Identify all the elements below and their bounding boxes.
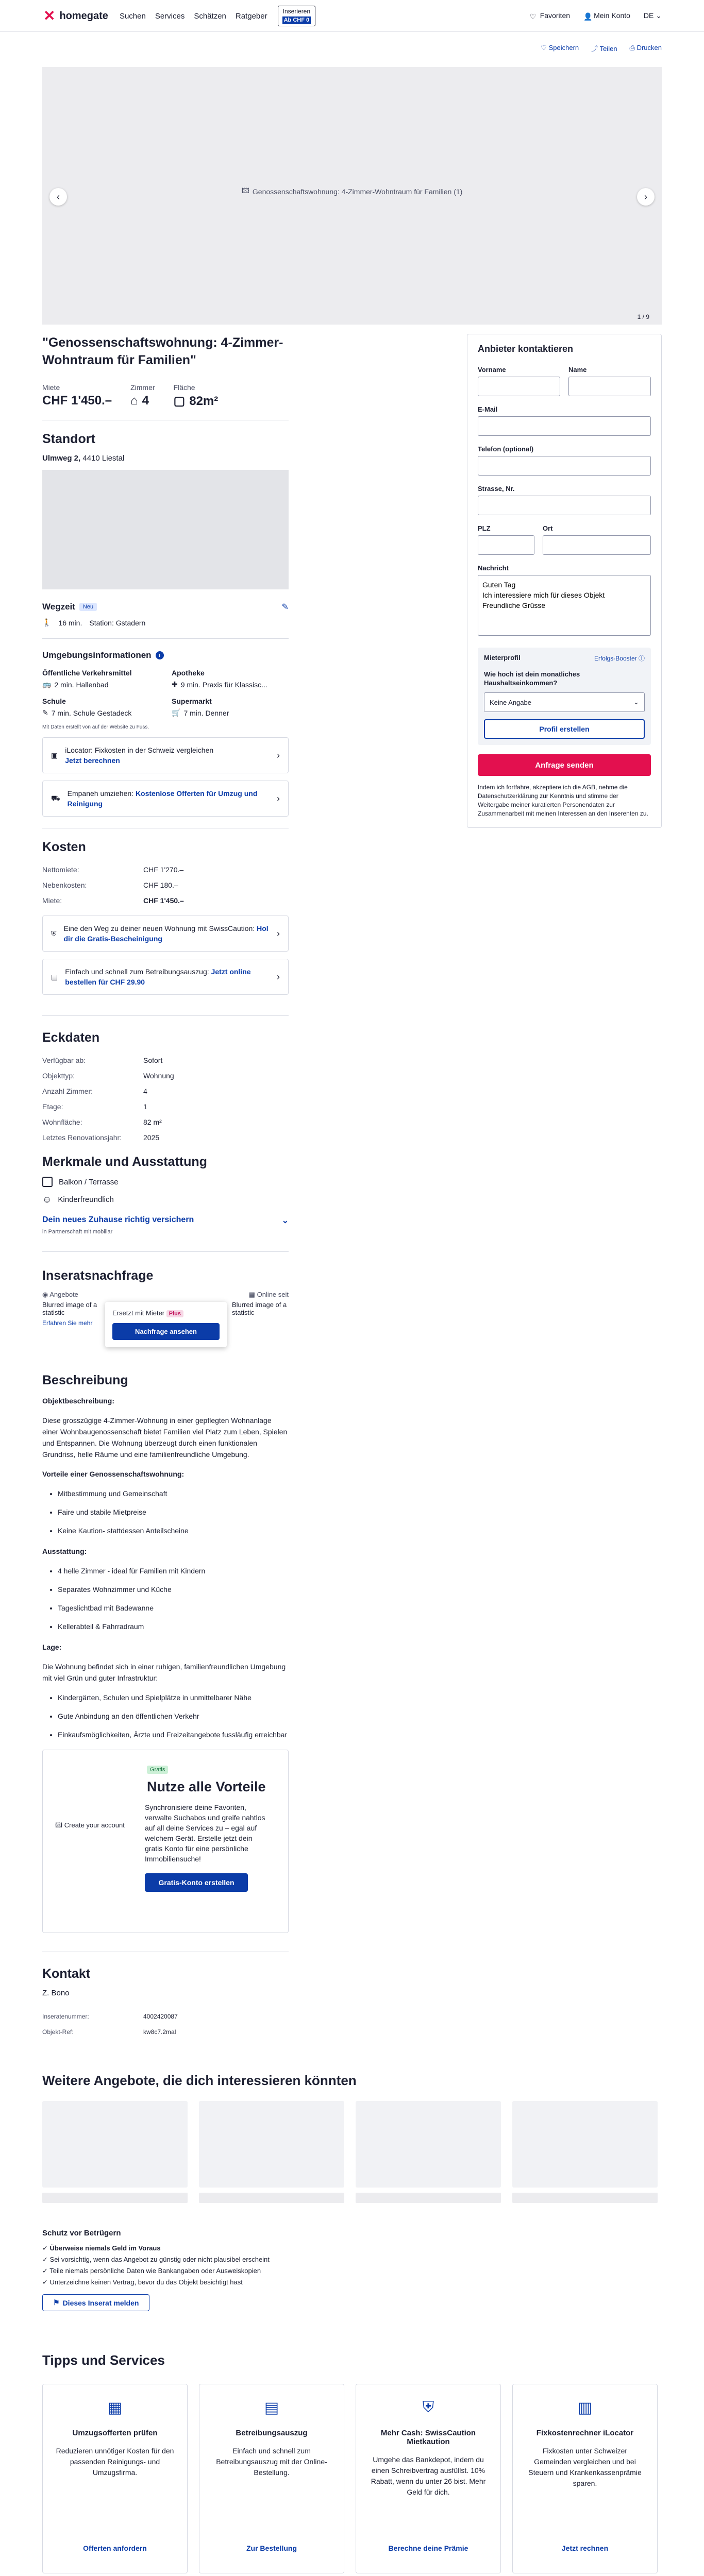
- free-badge: Gratis: [147, 1766, 168, 1774]
- list-item: • Kellerabteil & Fahrradraum: [58, 1621, 289, 1632]
- heart-icon: ♡: [529, 12, 537, 21]
- form-title: Anbieter kontaktieren: [478, 344, 574, 354]
- contact-heading: Kontakt: [42, 1967, 91, 1981]
- shield-icon: ⛨: [51, 929, 57, 938]
- income-select[interactable]: Keine Angabe ⌄: [484, 692, 645, 712]
- moving-box-icon: ▦: [107, 2399, 123, 2416]
- create-account-button[interactable]: Gratis-Konto erstellen: [145, 1873, 248, 1892]
- logo-icon: ✕: [43, 8, 56, 24]
- fraud-warning: Schutz vor Betrügern ✓ Überweise niemals Geld im Voraus ✓ Sei vorsichtig, wenn das Angebot zu günstig oder nicht plausibel erscheint ✓ Teile niemals persönliche Daten wie Bankangaben oder Ausweiskopien ✓ Unterzeichne keinen Vertrag, bevor du das Objekt besichtigt hast ⚑ Dieses Inserat melden: [42, 2229, 662, 2311]
- surroundings-note: Mit Daten erstellt von auf der Website zu Fuss.: [42, 724, 149, 730]
- cart-icon: 🛒: [172, 708, 181, 717]
- share-icon: ⤴: [591, 44, 598, 53]
- check-icon: ✓: [42, 2244, 48, 2252]
- eye-icon: ◉: [42, 1291, 48, 1298]
- list-item: • Keine Kaution- stattdessen Anteilscheine: [58, 1525, 289, 1536]
- request-offers-link[interactable]: Offerten anfordern: [83, 2544, 147, 2552]
- inquiry-heading: Inseratsnachfrage: [42, 1268, 154, 1283]
- commute-heading: Wegzeit: [42, 602, 75, 612]
- similar-listing-card[interactable]: [356, 2101, 501, 2188]
- tip-card: ▥ Fixkostenrechner iLocator Fixkosten unter Schweizer Gemeinden vergleichen und bei Steuern und Krankenkassenprämie sparen. Jetzt rechnen: [512, 2384, 658, 2573]
- list-item: • 4 helle Zimmer - ideal für Familien mit Kindern: [58, 1565, 289, 1577]
- listing-title: "Genossenschaftswohnung: 4-Zimmer-Wohntraum für Familien": [42, 335, 283, 367]
- create-profile-button[interactable]: Profil erstellen: [484, 719, 645, 739]
- report-listing-button[interactable]: ⚑ Dieses Inserat melden: [42, 2294, 149, 2311]
- check-icon: ✓: [42, 2278, 48, 2286]
- tenant-profile-box: Mieterprofil Erfolgs-Booster ⓘ Wie hoch ist dein monatliches Haushaltseinkommen? Keine Angabe ⌄ Profil erstellen: [478, 648, 651, 745]
- calculate-premium-link[interactable]: Berechne deine Prämie: [388, 2544, 468, 2552]
- bus-icon: 🚌: [42, 680, 52, 688]
- chevron-left-icon: ‹: [57, 191, 60, 202]
- share-button[interactable]: ⤴ Teilen: [591, 44, 617, 53]
- service-card-debt-extract[interactable]: ▤ Einfach und schnell zum Betreibungsauszug: Jetzt online bestellen für CHF 29.90 ›: [42, 959, 289, 995]
- tip-card: ▤ Betreibungsauszug Einfach und schnell zum Betreibungsauszug mit der Online-Bestellung. Zur Bestellung: [199, 2384, 344, 2573]
- map-icon: ▥: [577, 2399, 593, 2416]
- gallery-next-button[interactable]: [637, 188, 655, 206]
- chevron-right-icon: ›: [277, 793, 280, 804]
- details-heading: Eckdaten: [42, 1030, 100, 1045]
- nav-guide[interactable]: Ratgeber: [235, 11, 267, 21]
- account-link[interactable]: 👤 Mein Konto: [583, 11, 630, 21]
- send-request-button[interactable]: Anfrage senden: [478, 754, 651, 776]
- list-item: • Tageslichtbad mit Badewanne: [58, 1602, 289, 1614]
- tip-card: ▦ Umzugsofferten prüfen Reduzieren unnötiger Kosten für den passenden Reinigungs- und Umzugsfirma. Offerten anfordern: [42, 2384, 188, 2573]
- edit-icon[interactable]: ✎: [281, 603, 289, 612]
- learn-more-link[interactable]: Erfahren Sie mehr: [42, 1319, 93, 1327]
- ilocator-icon: ▣: [51, 751, 58, 759]
- account-promo: Gratis Nutze alle Vorteile 🖾 Create your account Synchronisiere deine Favoriten, verwalte Suchabos und greife nahtlos auf all deine Services zu – egal auf welchem Gerät. Erstelle jetzt dein gratis Konto für eine persönliche Immobiliensuche! Gratis-Konto erstellen: [42, 1750, 289, 1933]
- commute-destination: Station: Gstadern: [89, 618, 146, 627]
- shield-icon: ⛨: [422, 2399, 434, 2416]
- area-value: 82m²: [189, 394, 219, 408]
- image-gallery[interactable]: [42, 67, 662, 325]
- list-item: • Kindergärten, Schulen und Spielplätze in unmittelbarer Nähe: [58, 1692, 289, 1703]
- image-icon: 🖾: [241, 187, 249, 195]
- listing-main: "Genossenschaftswohnung: 4-Zimmer-Wohntraum für Familien" Miete CHF 1'450.– Zimmer ⌂ 4 Fläche ▢ 82m² Standort Ulmweg 2, 4410 Liestal Wegzeit Neu ✎ 🚶 16 min. Station: Gstadern Umgebungsinformationen i Öffentliche Verkehrsmittel 🚌 2 min. Hallenbad Apotheke ✚ 9 min. Praxis für Klassisc... Schule ✎ 7 min. Schule Gestadeck Supermarkt 🛒 7 min. Denner Mit Daten erstellt von auf der Website zu Fuss. ▣ iLocator: Fixkosten in der Schweiz vergleichen Jetzt berechnen › ⛟ Empaneh umziehen: Kostenlose Offerten für Umzug und Reinigung › Kosten Nettomiete: CHF 1'270.– Nebenkosten: CHF 180.– Miete: CHF 1'450.– ⛨ Eine den Weg zu deiner neuen Wohnung mit SwissCaution: Hol dir die Gratis-Bescheinigung › ▤ Einfach und schnell zum Betreibungsauszug: Jetzt online bestellen für CHF 29.90 › Eckdaten Verfügbar ab: Sofort Objekttyp: Wohnung Anzahl Zimmer: 4 Etage: 1 Wohnfläche: 82 m² Letztes Renovationsjahr: 2025 Merkmale und Ausstattung Balkon / Terrasse ☺ Kinderfreundlich Dein neues Zuhause richtig versichern ⌄ in Partnerschaft mit mobiliar Inseratsnachfrage ◉ Angebote ▦ Online seit Blurred image of a statistic Blurred image of a statistic Erfahren Sie mehr Ersetzt mit Mieter Plus Nachfrage ansehen Beschreibung Objektbeschreibung: Diese grosszügige 4-Zimmer-Wohnung in einer gepflegten Wohnanlage einer Wohnbaugenossenschaft bietet Familien viel Platz zum Leben, Spielen und Entspannen. Die Wohnung überzeugt durch einen funktionalen Grundriss, helle Räume und eine familienfreundliche Umgebung. Vorteile einer Genossenschaftswohnung: • Mitbestimmung und Gemeinschaft • Faire und stabile Mietpreise • Keine Kaution- stattdessen Anteilscheine Ausstattung: • 4 helle Zimmer - ideal für Familien mit Kindern • Separates Wohnzimmer und Küche • Tageslichtbad mit Badewanne • Kellerabteil & Fahrradraum Lage: Die Wohnung befindet sich in einer ruhigen, familienfreundlichen Umgebung mit viel Grün und guter Infrastruktur: • Kindergärten, Schulen und Spielplätze in unmittelbarer Nähe • Gute Anbindung an den öffentlichen Verkehr • Einkaufsmöglichkeiten, Ärzte und Freizeitangebote fussläufig erreichbar Gratis Nutze alle Vorteile 🖾 Create your account Synchronisiere deine Favoriten, verwalte Suchabos und greife nahtlos auf all deine Services zu – egal auf welchem Gerät. Erstelle jetzt dein gratis Konto für eine persönliche Immobiliensuche! Gratis-Konto erstellen Kontakt Z. Bono Inseratenummer: 4002420087 Objekt-Ref: kw8c7.2mal: [42, 334, 289, 2040]
- new-badge: Neu: [79, 603, 97, 611]
- service-card-moving[interactable]: ⛟ Empaneh umziehen: Kostenlose Offerten für Umzug und Reinigung ›: [42, 781, 289, 817]
- pharmacy-icon: ✚: [172, 680, 178, 688]
- list-item: ✓ Teile niemals persönliche Daten wie Bankangaben oder Ausweiskopien: [42, 2267, 261, 2275]
- nav-estimate[interactable]: Schätzen: [194, 11, 226, 21]
- blurred-stat-image: Blurred image of a statistic: [232, 1301, 287, 1316]
- divider: [42, 638, 289, 639]
- success-booster-link[interactable]: Erfolgs-Booster ⓘ: [594, 655, 645, 662]
- list-item: • Gute Anbindung an den öffentlichen Verkehr: [58, 1710, 289, 1722]
- chevron-down-icon: ⌄: [281, 1216, 289, 1225]
- document-icon: ▤: [51, 972, 58, 981]
- list-item: ✓ Sei vorsichtig, wenn das Angebot zu günstig oder nicht plausibel erscheint: [42, 2256, 270, 2263]
- rent-value: CHF 1'450.–: [42, 394, 112, 408]
- gallery-counter: 1 / 9: [637, 313, 649, 320]
- service-card-swisscaution[interactable]: ⛨ Eine den Weg zu deiner neuen Wohnung mit SwissCaution: Hol dir die Gratis-Bescheinigung ›: [42, 916, 289, 952]
- favorites-link[interactable]: ♡ Favoriten: [529, 11, 571, 21]
- contact-form: Anbieter kontaktieren Vorname Name E-Mail Telefon (optional) Strasse, Nr. PLZ Ort Nachricht Guten Tag Ich interessiere mich für dieses Objekt Freundliche Grüsse Mieterprofil Erfolgs-Booster ⓘ Wie hoch ist dein monatliches Haushaltseinkommen? Keine Angabe ⌄ Profil erstellen Anfrage senden Indem ich fortfahre, akzeptiere ich die AGB, nehme die Datenschutzerklärung zur Kenntnis und stimme der Weitergabe meiner kuratierten Personendaten zur Zusammenarbeit mit meinen Interessen an den Inserenten zu.: [467, 334, 662, 828]
- plus-badge: Plus: [166, 1310, 183, 1317]
- chevron-right-icon: ›: [644, 191, 647, 202]
- chevron-down-icon: ⌄: [633, 698, 639, 706]
- list-item: ✓ Überweise niemals Geld im Voraus: [42, 2244, 161, 2252]
- rooms-icon: ⌂: [130, 394, 138, 408]
- surroundings-heading: Umgebungsinformationen: [42, 650, 152, 660]
- info-icon[interactable]: i: [156, 651, 164, 659]
- chevron-right-icon: ›: [277, 928, 280, 939]
- location-map[interactable]: [42, 470, 289, 589]
- costs-heading: Kosten: [42, 840, 86, 854]
- key-facts: Miete CHF 1'450.– Zimmer ⌂ 4 Fläche ▢ 82m²: [42, 383, 219, 408]
- last-name-field[interactable]: [568, 377, 651, 396]
- inquiry-stats: ◉ Angebote ▦ Online seit Blurred image of a statistic Blurred image of a statistic Erfahren Sie mehr Ersetzt mit Mieter Plus Nachfrage ansehen: [42, 1291, 289, 1368]
- balcony-icon: [42, 1177, 53, 1187]
- tip-card: ⛨ Mehr Cash: SwissCaution Mietkaution Umgehe das Bankdepot, indem du einen Schreibvertrag ausfüllst. 10% Rabatt, wenn du unter 26 bist. Mehr Geld für dich. Berechne deine Prämie: [356, 2384, 501, 2573]
- location-heading: Standort: [42, 432, 95, 446]
- message-field[interactable]: [478, 575, 651, 636]
- description-body: Objektbeschreibung: Diese grosszügige 4-Zimmer-Wohnung in einer gepflegten Wohnanlage einer Wohnbaugenossenschaft bietet Familien viel Platz zum Leben, Spielen und Entspannen. Die Wohnung überzeugt durch einen funktionalen Grundriss, helle Räume und eine familienfreundliche Umgebung. Vorteile einer Genossenschaftswohnung: • Mitbestimmung und Gemeinschaft • Faire und stabile Mietpreise • Keine Kaution- stattdessen Anteilscheine Ausstattung: • 4 helle Zimmer - ideal für Familien mit Kindern • Separates Wohnzimmer und Küche • Tageslichtbad mit Badewanne • Kellerabteil & Fahrradraum Lage: Die Wohnung befindet sich in einer ruhigen, familienfreundlichen Umgebung mit viel Grün und guter Infrastruktur: • Kindergärten, Schulen und Spielplätze in unmittelbarer Nähe • Gute Anbindung an den öffentlichen Verkehr • Einkaufsmöglichkeiten, Ärzte und Freizeitangebote fussläufig erreichbar: [42, 1395, 289, 1740]
- tips-heading: Tipps und Services: [42, 2352, 165, 2368]
- save-button[interactable]: ♡ Speichern: [541, 44, 579, 52]
- nav-search[interactable]: Suchen: [119, 11, 146, 21]
- walk-icon: 🚶: [42, 618, 52, 626]
- inquiry-popover: Ersetzt mit Mieter Plus Nachfrage ansehen: [105, 1302, 227, 1347]
- site-header: [0, 0, 704, 32]
- similar-listings: [42, 2101, 662, 2188]
- phone-field[interactable]: [478, 456, 651, 476]
- main-nav: [120, 12, 267, 21]
- school-icon: ✎: [42, 708, 48, 717]
- chevron-down-icon: ⌄: [656, 11, 662, 20]
- calculate-now-link[interactable]: Jetzt rechnen: [561, 2544, 609, 2552]
- heart-icon: ♡: [541, 44, 547, 52]
- blurred-stat-image: Blurred image of a statistic: [42, 1301, 97, 1316]
- list-item: • Einkaufsmöglichkeiten, Ärzte und Freizeitangebote fussläufig erreichbar: [58, 1729, 289, 1740]
- surroundings-grid: Öffentliche Verkehrsmittel 🚌 2 min. Hallenbad Apotheke ✚ 9 min. Praxis für Klassisc... Schule ✎ 7 min. Schule Gestadeck Supermarkt 🛒 7 min. Denner: [42, 669, 267, 717]
- flag-icon: ⚑: [53, 2298, 60, 2307]
- similar-heading: Weitere Angebote, die dich interessieren könnten: [42, 2073, 357, 2088]
- email-field[interactable]: [478, 416, 651, 436]
- language-select[interactable]: DE ⌄: [643, 11, 662, 20]
- similar-listing-card[interactable]: [512, 2101, 658, 2188]
- check-icon: ✓: [42, 2256, 48, 2263]
- form-legal-text: Indem ich fortfahre, akzeptiere ich die AGB, nehme die Datenschutzerklärung zur Kenntnis und stimme der Weitergabe meiner kuratierten Personendaten zur Zusammenarbeit mit meinen Interessen an den Inserenten zu.: [478, 784, 648, 817]
- chevron-right-icon: ›: [277, 750, 280, 760]
- similar-listing-card[interactable]: [199, 2101, 344, 2188]
- contact-sidebar: [467, 334, 662, 2040]
- promo-image: 🖾 Create your account: [55, 1821, 125, 1829]
- image-icon: 🖾: [55, 1821, 63, 1829]
- chevron-right-icon: ›: [277, 971, 280, 982]
- area-icon: ▢: [173, 394, 186, 408]
- similar-listing-card[interactable]: [42, 2101, 188, 2188]
- moving-icon: ⛟: [51, 793, 60, 802]
- nav-services[interactable]: Services: [155, 11, 185, 21]
- features-heading: Merkmale und Ausstattung: [42, 1155, 207, 1169]
- list-item: • Mitbestimmung und Gemeinschaft: [58, 1488, 289, 1499]
- rooms-value: 4: [142, 394, 149, 408]
- view-inquiry-button[interactable]: Nachfrage ansehen: [112, 1323, 220, 1340]
- print-icon: ⎙: [629, 44, 635, 52]
- service-card-ilocator[interactable]: ▣ iLocator: Fixkosten in der Schweiz vergleichen Jetzt berechnen ›: [42, 737, 289, 773]
- logo[interactable]: ✕ homegate: [43, 8, 108, 24]
- gallery-prev-button[interactable]: [49, 188, 67, 206]
- info-icon: ⓘ: [638, 655, 645, 662]
- list-item: • Separates Wohnzimmer und Küche: [58, 1584, 289, 1595]
- list-item: ✓ Unterzeichne keinen Vertrag, bevor du das Objekt besichtigt hast: [42, 2278, 243, 2286]
- address: Ulmweg 2, 4410 Liestal: [42, 454, 125, 463]
- order-link[interactable]: Zur Bestellung: [246, 2544, 297, 2552]
- insurance-collapse[interactable]: Dein neues Zuhause richtig versichern ⌄: [42, 1215, 289, 1225]
- action-bar: [42, 32, 662, 64]
- list-item: • Faire und stabile Mietpreise: [58, 1506, 289, 1518]
- divider: [42, 1015, 289, 1016]
- city-field[interactable]: [543, 535, 651, 555]
- contact-name: Z. Bono: [42, 1989, 70, 1997]
- first-name-field[interactable]: [478, 377, 560, 396]
- insert-button[interactable]: Inserieren Ab CHF 0: [278, 6, 316, 26]
- gallery-image: 🖾 Genossenschaftswohnung: 4-Zimmer-Wohntraum für Familien (1): [242, 185, 463, 198]
- street-field[interactable]: [478, 496, 651, 515]
- description-heading: Beschreibung: [42, 1373, 128, 1387]
- child-icon: ☺: [42, 1194, 52, 1205]
- user-icon: 👤: [583, 12, 593, 21]
- check-icon: ✓: [42, 2267, 48, 2275]
- partner-logo: mobiliar: [92, 1229, 113, 1235]
- calendar-icon: ▦: [248, 1291, 255, 1298]
- zip-field[interactable]: [478, 535, 534, 555]
- document-icon: ▤: [264, 2399, 279, 2416]
- divider: [42, 1251, 289, 1252]
- print-button[interactable]: ⎙ Drucken: [629, 44, 662, 52]
- tips-cards: [42, 2384, 662, 2573]
